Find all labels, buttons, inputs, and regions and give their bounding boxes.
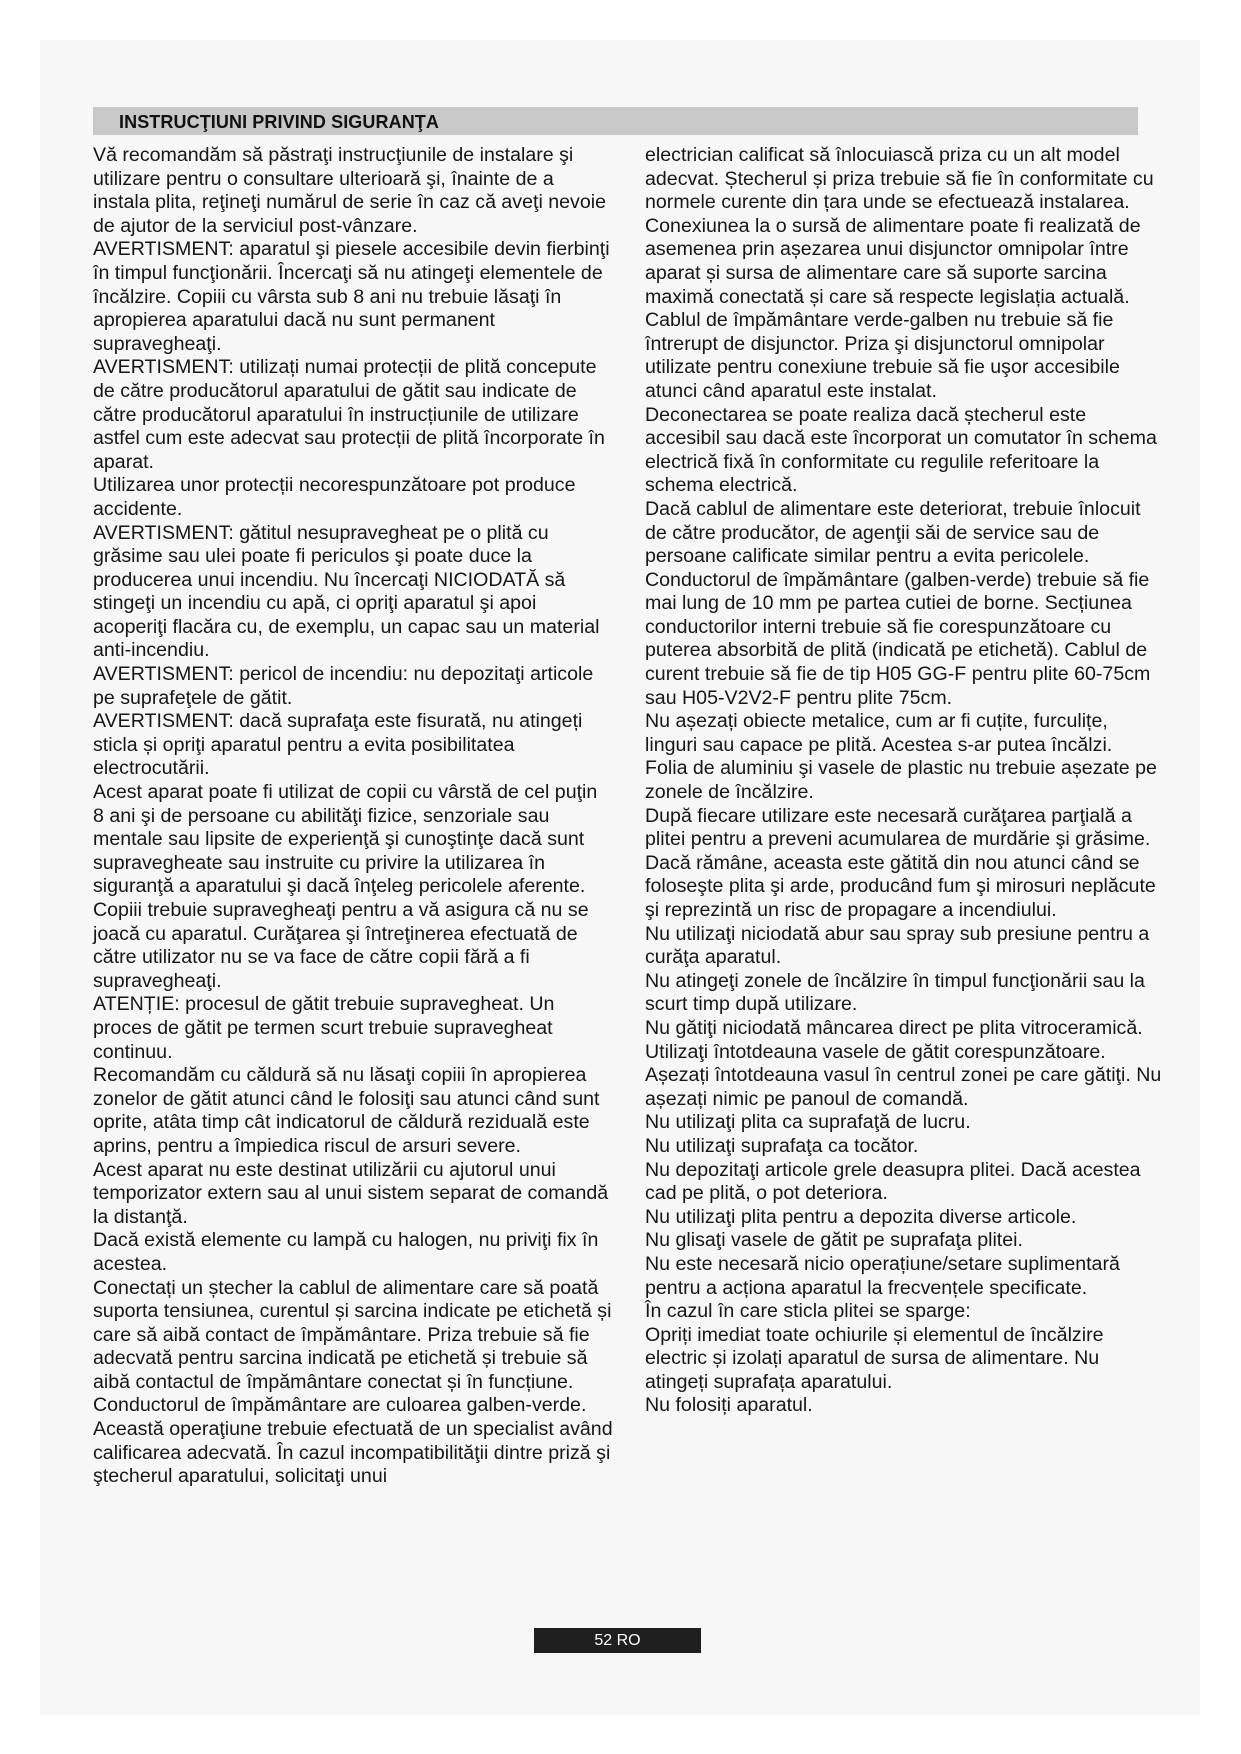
paragraph: Deconectarea se poate realiza dacă ștecherul este accesibil sau dacă este încorporat un comutator în schema electrică fixă în conformitate cu regulile referitoare la schema electrică. xyxy=(645,403,1157,497)
page-number: 52 RO xyxy=(594,1632,641,1649)
paragraph: Cablul de împământare verde-galben nu trebuie să fie întrerupt de disjunctor. Priza şi disjunctorul omnipolar utilizate pentru conexiune trebuie să fie uşor accesibile atunci când aparatul este instalat. xyxy=(645,309,1120,402)
paragraph: Nu utilizaţi plita ca suprafaţă de lucru. xyxy=(645,1111,971,1134)
paragraph: AVERTISMENT: utilizați numai protecții de plită concepute de către producătorul aparatului de gătit sau indicate de către producătorul aparatului în instrucțiunile de utilizare astfel cum este adecvat sau protecții de plită încorporate în aparat. xyxy=(93,356,605,473)
paragraph: Conexiunea la o sursă de alimentare poate fi realizată de asemenea prin așezarea unui disjunctor omnipolar între aparat și sursa de alimentare care să suporte sarcina maximă conectată și care să respecte legislația actuală. xyxy=(645,214,1141,308)
paragraph: Conectați un ștecher la cablul de alimentare care să poată suporta tensiunea, curentul și sarcina indicate pe etichetă și care să aibă contact de împământare. Priza trebuie să fie adecvată pentru sarcina indicată pe etichetă și trebuie să aibă contactul de împământare conectat și în funcțiune. Conductorul de împământare are culoarea galben-verde. Această operaţiune trebuie efectuată de un specialist având calificarea adecvată. În cazul incompatibilităţii dintre priză şi ştecherul aparatului, solicitaţi unui xyxy=(93,1276,613,1488)
paragraph: AVERTISMENT: dacă suprafaţa este fisurată, nu atingeți sticla și opriţi aparatul pentru a evita posibilitatea electrocutării. xyxy=(93,710,583,780)
section-title: INSTRUCŢIUNI PRIVIND SIGURANŢA xyxy=(119,112,440,132)
section-header-bar xyxy=(93,107,1138,135)
paragraph: Așezați întotdeauna vasul în centrul zonei pe care gătiţi. Nu așezați nimic pe panoul de comandă. xyxy=(645,1064,1162,1110)
paragraph: Nu utilizaţi suprafaţa ca tocător. xyxy=(645,1134,919,1157)
paragraph: Utilizaţi întotdeauna vasele de gătit corespunzătoare. xyxy=(645,1040,1106,1063)
paragraph: ATENȚIE: procesul de gătit trebuie supravegheat. Un proces de gătit pe termen scurt trebuie supravegheat continuu. xyxy=(93,993,555,1063)
paragraph: Nu depozitaţi articole grele deasupra plitei. Dacă acestea cad pe plită, o pot deteriora. xyxy=(645,1158,1141,1205)
paragraph: Nu folosiți aparatul. xyxy=(645,1394,813,1417)
paragraph: Vă recomandăm să păstraţi instrucţiunile de instalare şi utilizare pentru o consultare ulterioară şi, înainte de a instala plita, reţineţi numărul de serie în caz că aveţi nevoie de ajutor de la serviciul post-vânzare. xyxy=(93,144,606,237)
paragraph: În cazul în care sticla plitei se sparge: xyxy=(645,1300,971,1323)
paragraph: Nu utilizaţi plita pentru a depozita diverse articole. xyxy=(645,1205,1077,1228)
paragraph: Nu așezați obiecte metalice, cum ar fi cuțite, furculițe, linguri sau capace pe plită. Acestea s-ar putea încălzi. xyxy=(645,710,1113,756)
paragraph: Acest aparat nu este destinat utilizării cu ajutorul unui temporizator extern sau al unui sistem separat de comandă la distanţă. xyxy=(93,1158,609,1228)
paragraph: Nu atingeţi zonele de încălzire în timpul funcţionării sau la scurt timp după utilizare. xyxy=(645,969,1145,1016)
paragraph: Acest aparat poate fi utilizat de copii cu vârstă de cel puţin 8 ani şi de persoane cu abilităţi fizice, senzoriale sau mentale sau lipsite de experienţă şi cunoştinţe dacă sunt supravegheate sau instruite cu privire la utilizarea în siguranţă a aparatului şi dacă înţeleg pericolele aferente. xyxy=(93,781,598,898)
paragraph: electrician calificat să înlocuiască priza cu un alt model adecvat. Ștecherul și priza trebuie să fie în conformitate cu normele curente din țara unde se efectuează instalarea. xyxy=(645,144,1154,214)
paragraph: Recomandăm cu căldură să nu lăsaţi copiii în apropierea zonelor de gătit atunci când le folosiţi sau atunci când sunt oprite, atâta timp cât indicatorul de căldură reziduală este aprins, pentru a împiedica riscul de arsuri severe. xyxy=(93,1064,600,1157)
paragraph: Dacă cablul de alimentare este deteriorat, trebuie înlocuit de către producător, de agenţii săi de service sau de persoane calificate similar pentru a evita pericolele. Conductorul de împământare (galben-verde) trebuie să fie mai lung de 10 mm pe partea cutiei de borne. Secțiunea conductorilor interni trebuie să fie corespunzătoare cu puterea absorbită de plită (indicată pe etichetă). Cablul de curent trebuie să fie de tip H05 GG-F pentru plite 60-75cm sau H05-V2V2-F pentru plite 75cm. xyxy=(645,497,1151,709)
left-text-column xyxy=(93,144,613,1489)
paragraph: Folia de aluminiu şi vasele de plastic nu trebuie așezate pe zonele de încălzire. xyxy=(645,757,1157,804)
paragraph: După fiecare utilizare este necesară curăţarea parţială a plitei pentru a preveni acumularea de murdărie şi grăsime. Dacă rămâne, aceasta este gătită din nou atunci când se foloseşte plita şi arde, producând fum şi mirosuri neplăcute şi reprezintă un risc de propagare a incendiului. xyxy=(645,804,1156,921)
paragraph: Utilizarea unor protecții necorespunzătoare pot produce accidente. xyxy=(93,474,576,520)
right-text-column xyxy=(645,144,1165,1418)
paragraph: Dacă există elemente cu lampă cu halogen, nu priviţi fix în acestea. xyxy=(93,1229,599,1275)
paragraph: AVERTISMENT: aparatul şi piesele accesibile devin fierbinţi în timpul funcţionării. Încercaţi să nu atingeţi elementele de încălzire. Copiii cu vârsta sub 8 ani nu trebuie lăsaţi în apropierea aparatului dacă nu sunt permanent supravegheaţi. xyxy=(93,238,610,355)
paragraph: Copiii trebuie supravegheaţi pentru a vă asigura că nu se joacă cu aparatul. Curăţarea şi întreţinerea efectuată de către utilizator nu se va face de către copii fără a fi supravegheaţi. xyxy=(93,899,589,992)
paragraph: Nu este necesară nicio operațiune/setare suplimentară pentru a acționa aparatul la frecvențele specificate. xyxy=(645,1252,1120,1299)
paragraph: AVERTISMENT: pericol de incendiu: nu depozitaţi articole pe suprafeţele de gătit. xyxy=(93,663,594,709)
paragraph: Nu glisaţi vasele de gătit pe suprafaţa plitei. xyxy=(645,1229,1023,1252)
paragraph: AVERTISMENT: gătitul nesupravegheat pe o plită cu grăsime sau ulei poate fi periculos şi poate duce la producerea unui incendiu. Nu încercaţi NICIODATĂ să stingeţi un incendiu cu apă, ci opriţi aparatul şi apoi acoperiţi flacăra cu, de exemplu, un capac sau un material anti-incendiu. xyxy=(93,521,600,662)
paragraph: Opriți imediat toate ochiurile și elementul de încălzire electric și izolați aparatul de sursa de alimentare. Nu atingeți suprafața aparatului. xyxy=(645,1323,1104,1393)
page-number-box xyxy=(534,1628,701,1653)
paragraph: Nu utilizaţi niciodată abur sau spray sub presiune pentru a curăţa aparatul. xyxy=(645,922,1150,969)
paragraph: Nu gătiţi niciodată mâncarea direct pe plita vitroceramică. xyxy=(645,1016,1143,1039)
